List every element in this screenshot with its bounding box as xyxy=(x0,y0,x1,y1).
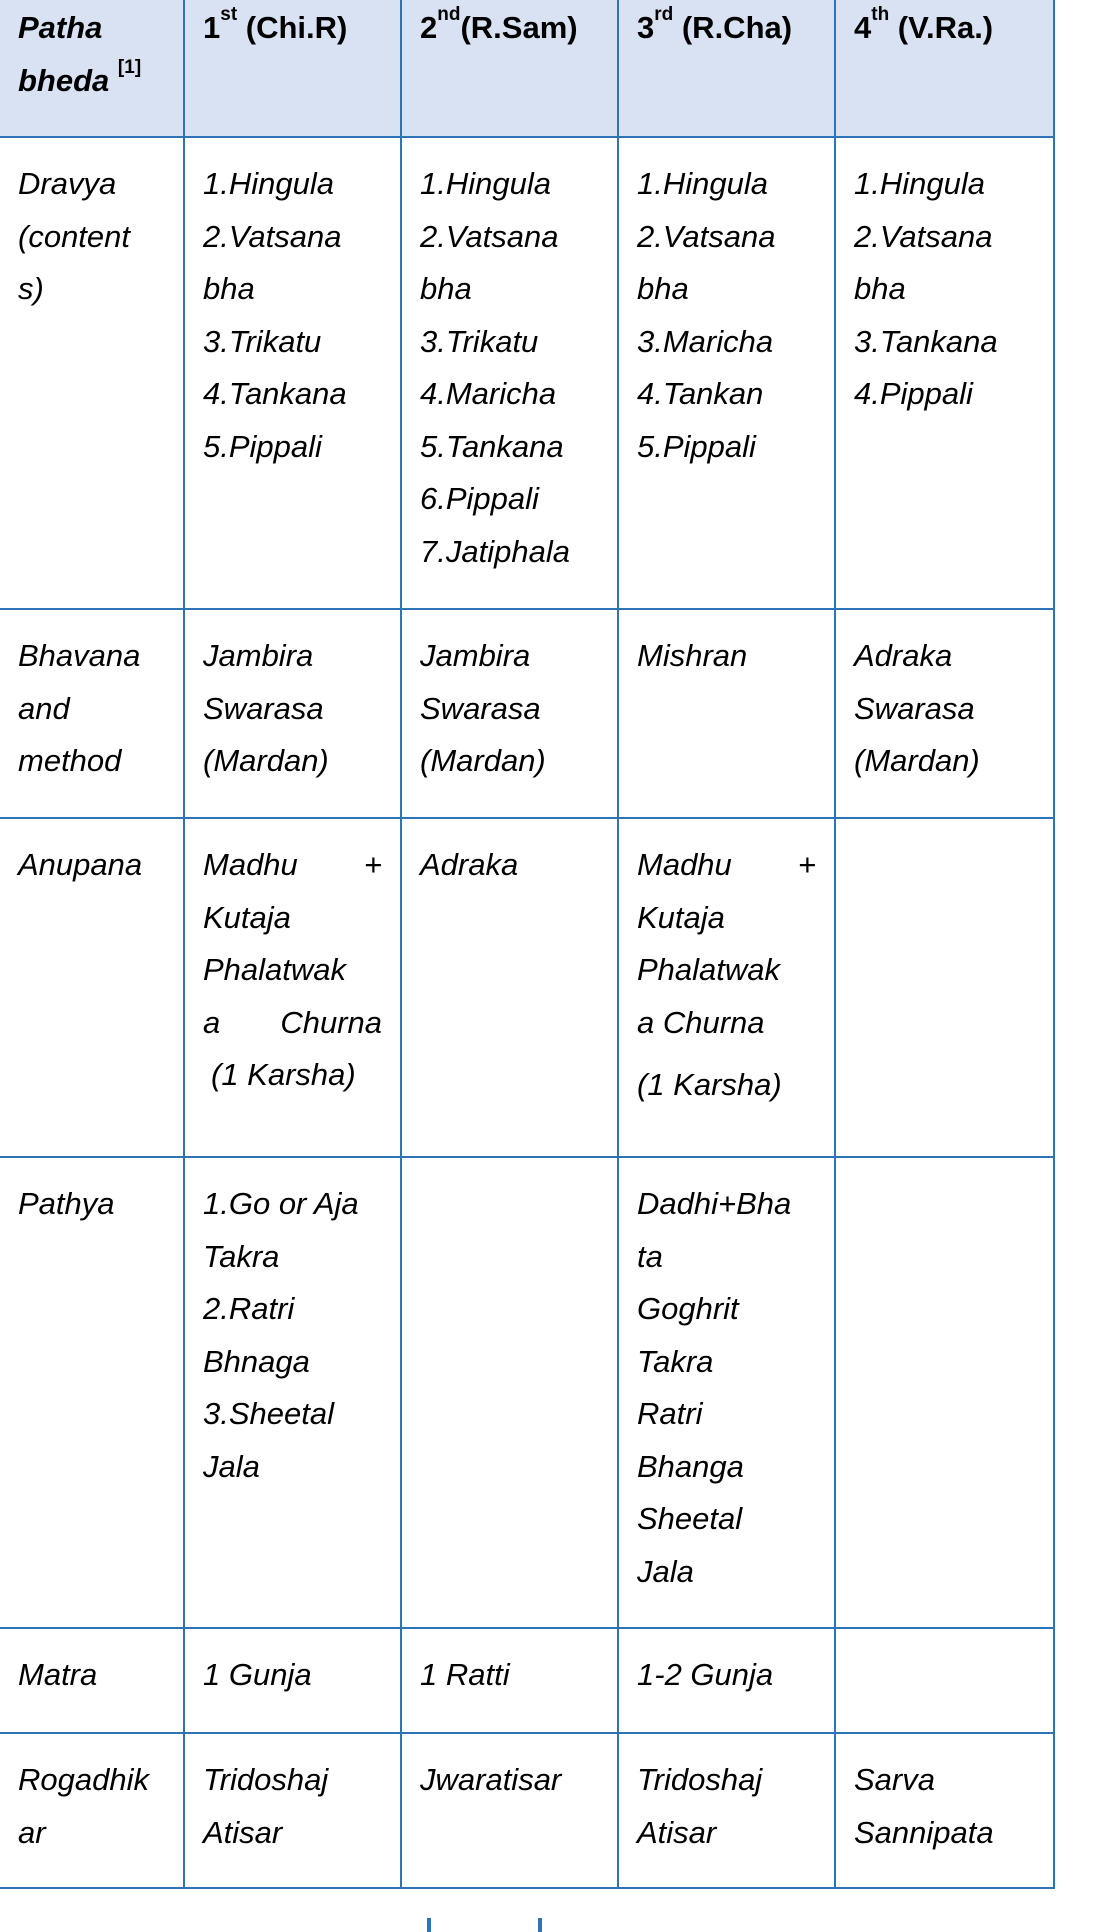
row-label-pathya xyxy=(0,1157,184,1628)
cell-line: Sannipata xyxy=(854,1814,994,1850)
cell-line: 1.Hingula xyxy=(203,166,334,201)
cell-anupana-v-ra xyxy=(835,818,1054,1157)
cell-bhavana-v-ra xyxy=(835,609,1054,818)
cell-anupana-chi-r xyxy=(184,818,401,1157)
word: a xyxy=(203,1004,221,1040)
cell-line: 1 Ratti xyxy=(420,1657,510,1692)
cell-line: 2.Ratri xyxy=(203,1291,295,1326)
cell-dravya-v-ra xyxy=(835,137,1054,609)
row-label-matra xyxy=(0,1628,184,1733)
cell-line: (Mardan) xyxy=(420,743,546,778)
header-cell-2nd-r-sam xyxy=(401,0,618,137)
cell-line: 6.Pippali xyxy=(420,481,539,516)
cell-line: 2.Vatsana xyxy=(637,218,776,254)
cell-line: Bhavana xyxy=(18,638,141,673)
cell-rogadhikar-v-ra xyxy=(835,1733,1054,1888)
cell-line: Swarasa xyxy=(420,690,541,726)
cell-line: ta xyxy=(637,1238,663,1274)
row-label-bhavana xyxy=(0,609,184,818)
header-cell-patha-bheda xyxy=(0,0,184,137)
cell-rogadhikar-r-sam xyxy=(401,1733,618,1888)
cell-line: (1 Karsha) xyxy=(211,1057,356,1092)
cell-line: Rogadhik xyxy=(18,1762,149,1797)
cell-line: 4.Tankana xyxy=(203,376,347,411)
cell-line: 2.Vatsana xyxy=(203,218,342,254)
cell-line: Jala xyxy=(203,1448,260,1484)
cell-rogadhikar-r-cha xyxy=(618,1733,835,1888)
header-4-text xyxy=(854,2,1035,55)
table-row-rogadhikar xyxy=(0,1733,1054,1888)
header-3-num: 3 xyxy=(637,10,655,45)
cell-line: bha xyxy=(854,271,906,306)
cell-line: method xyxy=(18,743,122,778)
cell-line: Jambira xyxy=(420,638,531,673)
cell-line: Tridoshaj xyxy=(203,1762,329,1797)
cell-matra-v-ra xyxy=(835,1628,1054,1733)
header-label-line-2-wrap xyxy=(18,55,165,108)
cell-line: 5.Pippali xyxy=(637,428,756,464)
cell-bhavana-r-cha xyxy=(618,609,835,818)
row-label-rogadhikar xyxy=(0,1733,184,1888)
header-4-num: 4 xyxy=(854,10,872,45)
cell-pathya-r-cha xyxy=(618,1157,835,1628)
cell-line: Jala xyxy=(637,1553,694,1589)
header-3-ordinal: rd xyxy=(654,4,674,25)
table-row-bhavana xyxy=(0,609,1054,818)
cell-line: Bhnaga xyxy=(203,1343,310,1379)
cell-matra-r-sam xyxy=(401,1628,618,1733)
cell-line: 3.Sheetal xyxy=(203,1396,334,1431)
table-row-dravya xyxy=(0,137,1054,609)
header-3-text xyxy=(637,2,816,55)
table-row-anupana xyxy=(0,818,1054,1157)
cell-matra-r-cha xyxy=(618,1628,835,1733)
header-2-ordinal: nd xyxy=(437,4,461,25)
cell-line: Sarva xyxy=(854,1762,935,1797)
word: Madhu xyxy=(637,847,732,882)
cell-line: Adraka xyxy=(854,638,953,673)
cell-line: Tridoshaj xyxy=(637,1762,763,1797)
cell-line: 7.Jatiphala xyxy=(420,533,570,569)
header-2-text xyxy=(420,2,599,55)
header-4-ordinal: th xyxy=(871,4,890,25)
cell-anupana-r-cha xyxy=(618,818,835,1157)
cell-line: Atisar xyxy=(203,1814,283,1850)
text-fragment-mark xyxy=(427,1918,431,1932)
row-label-dravya xyxy=(0,137,184,609)
header-1-text xyxy=(203,2,382,55)
cell-line: Goghrit xyxy=(637,1291,739,1326)
cell-line: bha xyxy=(420,271,472,306)
header-label-line-2: bheda xyxy=(18,62,110,98)
cell-line: 4.Tankan xyxy=(637,376,764,411)
header-cell-1st-chi-r xyxy=(184,0,401,137)
cell-line: 1.Hingula xyxy=(854,166,985,201)
next-content-fragment xyxy=(0,1918,1112,1932)
cell-pathya-chi-r xyxy=(184,1157,401,1628)
cell-line: Anupana xyxy=(18,847,143,882)
cell-line: Dadhi+Bha xyxy=(637,1186,792,1221)
text-fragment-mark xyxy=(538,1918,542,1932)
cell-line: 1-2 Gunja xyxy=(637,1657,774,1692)
cell-dravya-chi-r xyxy=(184,137,401,609)
header-cell-4th-v-ra xyxy=(835,0,1054,137)
cell-line: Matra xyxy=(18,1657,98,1692)
cell-line-justified xyxy=(203,997,382,1050)
word: + xyxy=(363,847,382,882)
header-row xyxy=(0,0,1054,137)
cell-pathya-r-sam xyxy=(401,1157,618,1628)
cell-line: (Mardan) xyxy=(854,743,980,778)
cell-line: 3.Trikatu xyxy=(203,323,322,359)
cell-line: 1.Hingula xyxy=(420,166,551,201)
cell-line: Bhanga xyxy=(637,1448,744,1484)
cell-line: 4.Pippali xyxy=(854,376,973,411)
cell-line: Atisar xyxy=(637,1814,717,1850)
cell-line: and xyxy=(18,690,70,726)
word: Churna xyxy=(280,1004,382,1040)
citation-reference[interactable]: [1] xyxy=(117,56,142,78)
cell-line: Phalatwak xyxy=(637,952,781,987)
header-1-num: 1 xyxy=(203,10,221,45)
cell-line: Takra xyxy=(203,1238,280,1274)
cell-line-justified xyxy=(637,839,816,892)
cell-dravya-r-cha xyxy=(618,137,835,609)
cell-line: 1.Go or Aja xyxy=(203,1186,359,1221)
cell-line: 3.Trikatu xyxy=(420,323,539,359)
cell-line: Dravya xyxy=(18,166,117,201)
cell-line: 3.Maricha xyxy=(637,323,774,359)
cell-line: 2.Vatsana xyxy=(420,218,559,254)
cell-line: Jambira xyxy=(203,638,314,673)
table-row-pathya xyxy=(0,1157,1054,1628)
cell-dravya-r-sam xyxy=(401,137,618,609)
cell-line: bha xyxy=(203,271,255,306)
header-2-label: (R.Sam) xyxy=(460,10,578,45)
header-2-num: 2 xyxy=(420,10,438,45)
header-3-label: (R.Cha) xyxy=(673,10,793,45)
cell-line: Phalatwak xyxy=(203,952,347,987)
cell-line: 4.Maricha xyxy=(420,376,557,411)
cell-line: Mishran xyxy=(637,638,748,673)
cell-line: 3.Tankana xyxy=(854,323,998,359)
cell-line: 1 Gunja xyxy=(203,1657,312,1692)
cell-line-justified xyxy=(203,839,382,892)
cell-line: a Churna xyxy=(637,1004,765,1040)
header-4-label: (V.Ra.) xyxy=(889,10,994,45)
cell-line: 2.Vatsana xyxy=(854,218,993,254)
header-cell-3rd-r-cha xyxy=(618,0,835,137)
cell-line: Swarasa xyxy=(203,690,324,726)
header-1-ordinal: st xyxy=(220,4,238,25)
header-label-line-1: Patha xyxy=(18,10,103,45)
cell-line: Kutaja xyxy=(203,899,291,935)
cell-line: 5.Tankana xyxy=(420,428,564,464)
word: Madhu xyxy=(203,847,298,882)
cell-bhavana-r-sam xyxy=(401,609,618,818)
cell-bhavana-chi-r xyxy=(184,609,401,818)
cell-rogadhikar-chi-r xyxy=(184,1733,401,1888)
cell-pathya-v-ra xyxy=(835,1157,1054,1628)
cell-line: s) xyxy=(18,271,44,306)
header-1-label: (Chi.R) xyxy=(237,10,348,45)
cell-line: 5.Pippali xyxy=(203,428,322,464)
word: + xyxy=(797,847,816,882)
cell-line: Kutaja xyxy=(637,899,725,935)
cell-line: Jwaratisar xyxy=(420,1762,562,1797)
cell-line: Swarasa xyxy=(854,690,975,726)
cell-anupana-r-sam xyxy=(401,818,618,1157)
row-label-anupana xyxy=(0,818,184,1157)
cell-line: (1 Karsha) xyxy=(637,1067,782,1102)
cell-line: Adraka xyxy=(420,847,519,882)
cell-line: ar xyxy=(18,1814,46,1850)
cell-line: bha xyxy=(637,271,689,306)
cell-line: 1.Hingula xyxy=(637,166,768,201)
table-row-matra xyxy=(0,1628,1054,1733)
cell-line: Pathya xyxy=(18,1186,115,1221)
cell-line: Sheetal xyxy=(637,1501,743,1536)
cell-line: (content xyxy=(18,218,131,254)
cell-line: Takra xyxy=(637,1343,714,1379)
cell-line: (Mardan) xyxy=(203,743,329,778)
cell-matra-chi-r xyxy=(184,1628,401,1733)
cell-line: Ratri xyxy=(637,1396,703,1431)
